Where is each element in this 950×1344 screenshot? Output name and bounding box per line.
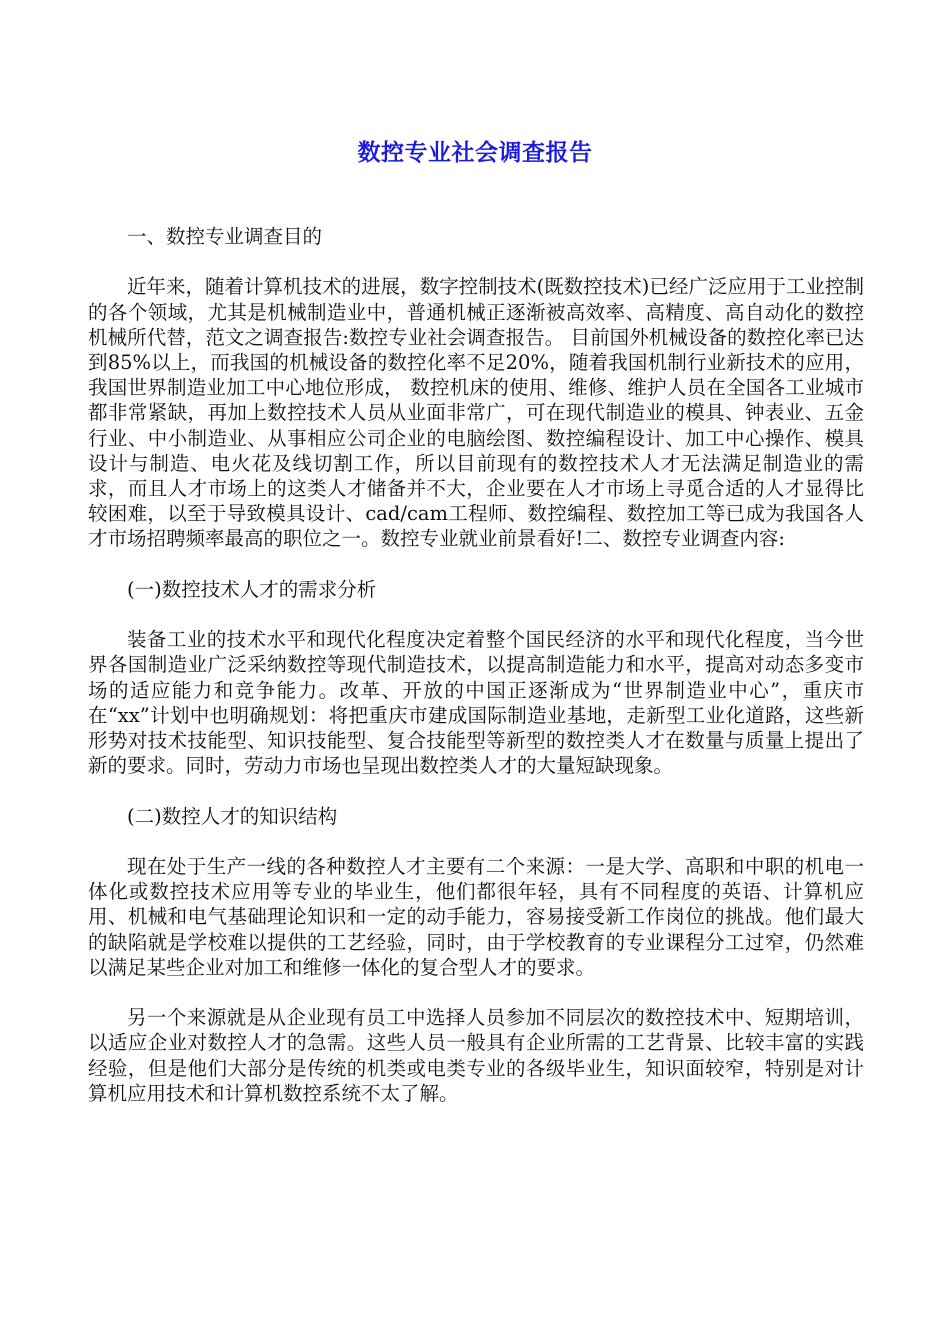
- document-title: 数控专业社会调查报告: [357, 140, 593, 166]
- section-heading-knowledge: (二)数控人才的知识结构: [127, 804, 338, 828]
- paragraph-demand: 装备工业的技术水平和现代化程度决定着整个国民经济的水平和现代化程度，当今世界各国制造业广泛采纳数控等现代制造技术，以提高制造能力和水平，提高对动态多变市场的适应能力和竞争能力。改革、开放的中国正逐渐成为“世界制造业中心”，重庆市在“xx”计划中也明确规划：将把重庆市建成国际制造业基地，走新型工业化道路，这些新形势对技术技能型、知识技能型、复合技能型等新型的数控类人才在数量与质量上提出了新的要求。同时，劳动力市场也呈现出数控类人才的大量短缺现象。: [88, 628, 864, 778]
- section-heading-purpose: 一、数控专业调查目的: [127, 225, 323, 248]
- section-heading-demand: (一)数控技术人才的需求分析: [127, 577, 377, 601]
- paragraph-source-two: 另一个来源就是从企业现有员工中选择人员参加不同层次的数控技术中、短期培训，以适应企业对数控人才的急需。这些人员一般具有企业所需的工艺背景、比较丰富的实践经验，但是他们大部分是传统的机类或电类专业的各级毕业生，知识面较窄，特别是对计算机应用技术和计算机数控系统不太了解。: [88, 1006, 864, 1105]
- document-body: [88, 224, 864, 1131]
- paragraph-background: 近年来，随着计算机技术的进展，数字控制技术(既数控技术)已经广泛应用于工业控制的各个领域，尤其是机械制造业中，普通机械正逐渐被高效率、高精度、高自动化的数控机械所代替，范文之调查报告:数控专业社会调查报告。 目前国外机械设备的数控化率已达到85%以上，而我国的机械设备的数控化率不足20%，随着我国机制行业新技术的应用，我国世界制造业加工中心地位形成， 数控机床的使用、维修、维护人员在全国各工业城市都非常紧缺，再加上数控技术人员从业面非常广，可在现代制造业的模具、钟表业、五金行业、中小制造业、从事相应公司企业的电脑绘图、数控编程设计、加工中心操作、模具设计与制造、电火花及线切割工作，所以目前现有的数控技术人才无法满足制造业的需求，而且人才市场上的这类人才储备并不大，企业要在人才市场上寻觅合适的人才显得比较困难，以至于导致模具设计、cad/cam工程师、数控编程、数控加工等已成为我国各人才市场招聘频率最高的职位之一。数控专业就业前景看好!二、数控专业调查内容:: [88, 275, 864, 551]
- paragraph-source-one: 现在处于生产一线的各种数控人才主要有二个来源：一是大学、高职和中职的机电一体化或数控技术应用等专业的毕业生，他们都很年轻，具有不同程度的英语、计算机应用、机械和电气基础理论知识和一定的动手能力，容易接受新工作岗位的挑战。他们最大的缺陷就是学校难以提供的工艺经验，同时，由于学校教育的专业课程分工过窄，仍然难以满足某些企业对加工和维修一体化的复合型人才的要求。: [88, 855, 864, 979]
